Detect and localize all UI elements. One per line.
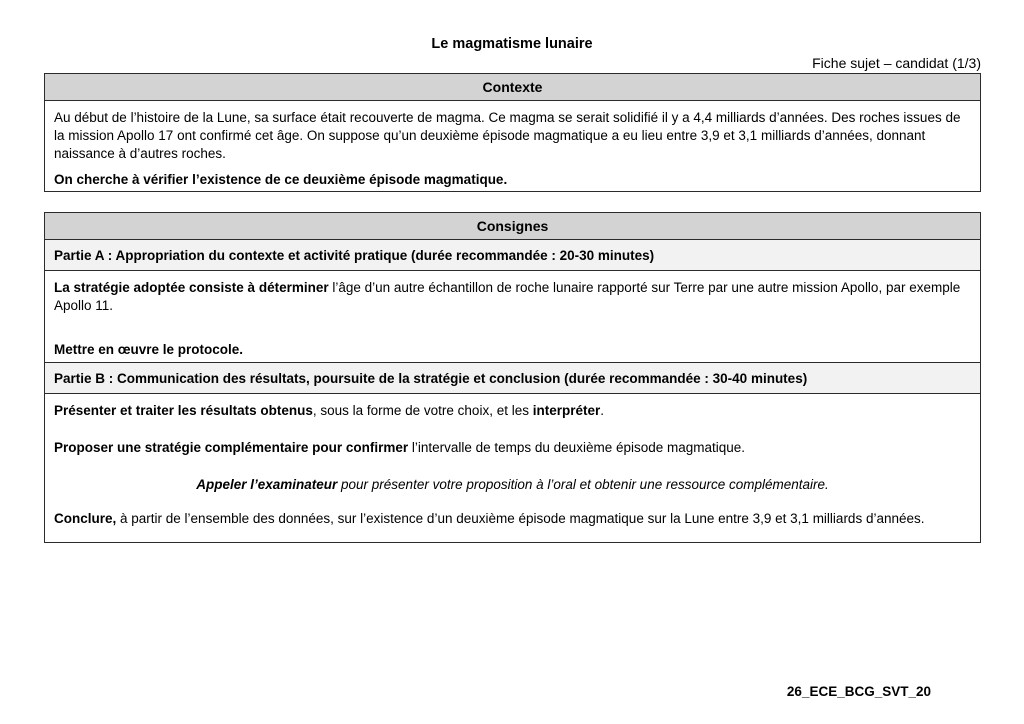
context-table bbox=[44, 73, 981, 192]
context-paragraph: Au début de l’histoire de la Lune, sa surface était recouverte de magma. Ce magma se serait solidifié il y a 4,4 milliards d’années. Des roches issues de la mission Apollo 17 ont confirmé cet âge. On suppose qu’un deuxième épisode magmatique a eu lieu entre 3,9 et 3,1 milliards d’années, donnant naissance à d’autres roches. bbox=[54, 110, 961, 161]
protocol-line: Mettre en œuvre le protocole. bbox=[54, 342, 244, 357]
partie-b-title: Partie B : Communication des résultats, poursuite de la stratégie et conclusion (durée recommandée : 30-40 minutes) bbox=[54, 370, 808, 386]
context-goal: On cherche à vérifier l’existence de ce deuxième épisode magmatique. bbox=[54, 172, 508, 187]
examiner-call-line bbox=[54, 476, 971, 494]
strategy-bold-text: La stratégie adoptée consiste à déterminer bbox=[54, 280, 329, 295]
present-paragraph bbox=[54, 402, 971, 420]
consignes-table-header: Consignes bbox=[45, 213, 980, 240]
strategy-rest-text: l’âge d’un autre échantillon de roche lunaire rapporté sur Terre par une autre mission Apollo, par exemple Apollo 11. bbox=[54, 280, 961, 313]
conclude-rest-text: à partir de l’ensemble des données, sur l’existence d’un deuxième épisode magmatique sur la Lune entre 3,9 et 3,1 milliards d’années. bbox=[116, 511, 925, 526]
conclude-paragraph bbox=[54, 510, 971, 528]
partie-a-body bbox=[45, 271, 980, 363]
present-end-text: . bbox=[600, 403, 605, 418]
examiner-bold-text: Appeler l’examinateur bbox=[196, 477, 338, 492]
partie-b-header bbox=[45, 363, 980, 394]
propose-paragraph bbox=[54, 439, 971, 457]
document-title: Le magmatisme lunaire bbox=[431, 36, 593, 52]
present-bold-text: Présenter et traiter les résultats obtenus bbox=[54, 403, 313, 418]
partie-b-body bbox=[45, 394, 980, 542]
conclude-bold-text: Conclure, bbox=[54, 511, 117, 526]
sheet-label: Fiche sujet – candidat (1/3) bbox=[812, 55, 981, 71]
propose-rest-text: l’intervalle de temps du deuxième épisode magmatique. bbox=[408, 440, 746, 455]
consignes-table bbox=[44, 212, 981, 543]
examiner-rest-text: pour présenter votre proposition à l’oral et obtenir une ressource complémentaire. bbox=[337, 477, 829, 492]
present-bold2-text: interpréter bbox=[532, 403, 601, 418]
propose-bold-text: Proposer une stratégie complémentaire pour confirmer bbox=[54, 440, 409, 455]
present-mid-text: , sous la forme de votre choix, et les bbox=[312, 403, 533, 418]
footer-document-code: 26_ECE_BCG_SVT_20 bbox=[786, 684, 931, 699]
context-table-header: Contexte bbox=[45, 74, 980, 101]
context-body bbox=[45, 101, 980, 191]
partie-a-header bbox=[45, 240, 980, 271]
strategy-paragraph bbox=[54, 279, 971, 315]
partie-a-title: Partie A : Appropriation du contexte et activité pratique (durée recommandée : 20-30 minutes) bbox=[54, 247, 655, 263]
